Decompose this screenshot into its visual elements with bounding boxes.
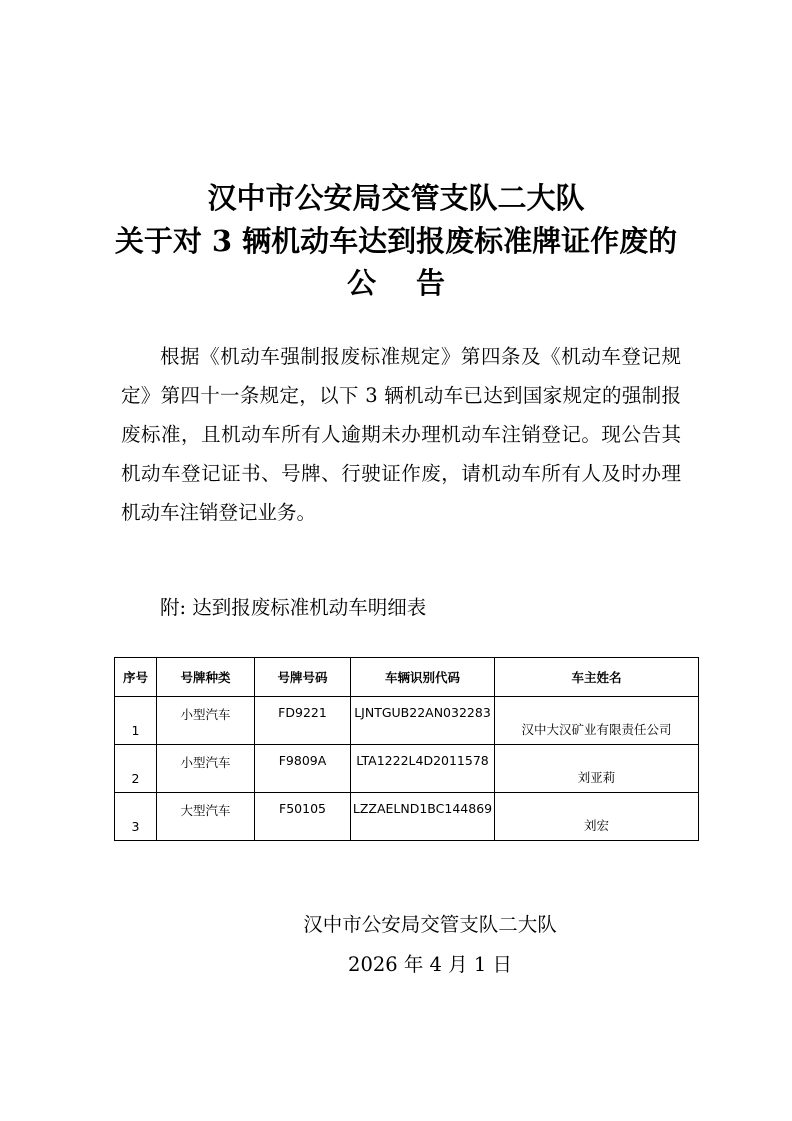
- table-header-row: [115, 658, 699, 697]
- cell-plate-type: 小型汽车: [157, 745, 255, 793]
- cell-owner: 刘亚莉: [495, 745, 699, 793]
- cell-vin: LJNTGUB22AN032283: [351, 697, 495, 745]
- cell-plate-type: 大型汽车: [157, 793, 255, 841]
- signature-date: 2026 年 4 月 1 日: [348, 953, 512, 976]
- cell-index: 1: [115, 697, 157, 745]
- cell-plate-number: F9809A: [255, 745, 351, 793]
- table-row: [115, 793, 699, 841]
- cell-index: 3: [115, 793, 157, 841]
- vehicle-detail-table: [114, 657, 699, 841]
- header-index: 序号: [115, 658, 157, 697]
- cell-vin: LTA1222L4D2011578: [351, 745, 495, 793]
- notice-title-line2: 关于对 3 辆机动车达到报废标准牌证作废的: [114, 224, 678, 258]
- cell-owner: 汉中大汉矿业有限责任公司: [495, 697, 699, 745]
- cell-plate-type: 小型汽车: [157, 697, 255, 745]
- notice-body-paragraph: 根据《机动车强制报废标准规定》第四条及《机动车登记规定》第四十一条规定，以下 3 辆机动车已达到国家规定的强制报废标准，且机动车所有人逾期未办理机动车注销登记。现公告其机动车登记证书、号牌、行驶证作废，请机动车所有人及时办理机动车注销登记业务。: [121, 345, 681, 524]
- header-plate-number: 号牌号码: [255, 658, 351, 697]
- cell-plate-number: FD9221: [255, 697, 351, 745]
- notice-title-line3: 公告: [346, 266, 485, 300]
- notice-title-line1: 汉中市公安局交管支队二大队: [207, 181, 585, 215]
- table-row: [115, 745, 699, 793]
- cell-plate-number: F50105: [255, 793, 351, 841]
- cell-vin: LZZAELND1BC144869: [351, 793, 495, 841]
- cell-index: 2: [115, 745, 157, 793]
- header-owner: 车主姓名: [495, 658, 699, 697]
- header-plate-type: 号牌种类: [157, 658, 255, 697]
- signature-organization: 汉中市公安局交管支队二大队: [303, 913, 557, 936]
- attachment-label: 附: 达到报废标准机动车明细表: [160, 596, 427, 619]
- header-vin: 车辆识别代码: [351, 658, 495, 697]
- table-row: [115, 697, 699, 745]
- cell-owner: 刘宏: [495, 793, 699, 841]
